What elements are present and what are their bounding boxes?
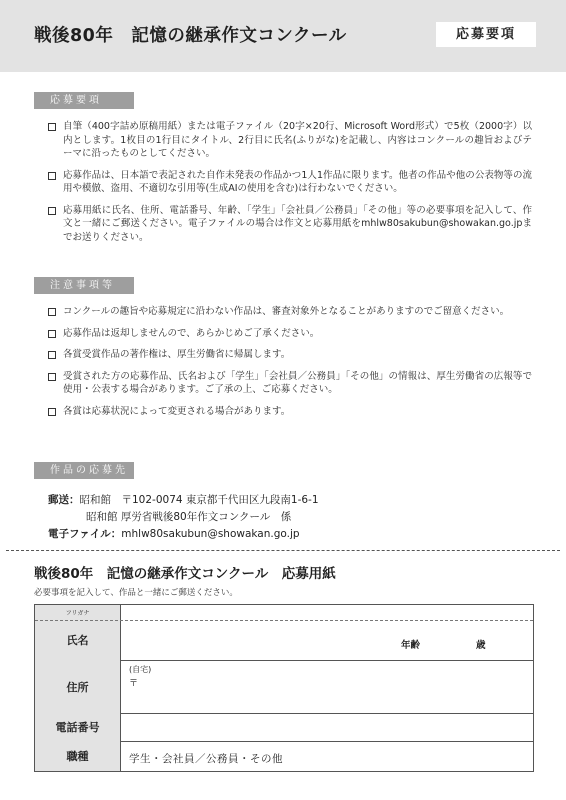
list-item: 各賞は応募状況によって変更される場合があります。 — [46, 405, 532, 419]
mail-label: 郵送： — [48, 494, 80, 506]
name-label-cell — [35, 620, 121, 660]
list-item: 各賞受賞作品の著作権は、厚生労働省に帰属します。 — [46, 348, 532, 362]
job-label: 職種 — [66, 750, 89, 763]
checkbox-bullet-icon — [48, 351, 56, 359]
furigana-label-cell — [35, 605, 121, 620]
list-item: コンクールの趣旨や応募規定に沿わない作品は、審査対象外となることがありますのでご留意ください。 — [46, 305, 532, 319]
list-item: 応募作品は、日本語で表記された自作未発表の作品かつ1人1作品に限ります。他者の作品や他の公表物等の流用や模倣、盗用、不適切な引用等(生成AIの使用を含む)は行わないでください。 — [46, 169, 532, 196]
furigana-label: フリガナ — [65, 610, 90, 617]
mail-line-1: 昭和館 〒102-0074 東京都千代田区九段南1-6-1 — [79, 494, 319, 506]
header-band — [0, 0, 566, 72]
checkbox-bullet-icon — [48, 308, 56, 316]
checkbox-bullet-icon — [48, 408, 56, 416]
checkbox-bullet-icon — [48, 172, 56, 180]
list-item: 自筆（400字詰め原稿用紙）または電子ファイル（20字×20行、Microsoft Word形式）で5枚（2000字）以内とします。1枚目の1行目にタイトル、2行目に氏名(ふりがな)を記載し、内容はコンクールの趣旨およびテーマに沿ったものとしてください。 — [46, 120, 532, 161]
email-address[interactable]: mhlw80sakubun@showakan.go.jp — [121, 528, 300, 540]
phone-label-cell — [35, 713, 121, 741]
checkbox-bullet-icon — [48, 123, 56, 131]
checkbox-bullet-icon — [48, 373, 56, 381]
name-label: 氏名 — [66, 634, 89, 647]
section-label-requirements: 応募要項 — [34, 92, 134, 109]
section-label-notes: 注意事項等 — [34, 277, 134, 294]
checkbox-bullet-icon — [48, 207, 56, 215]
page-title: 戦後80年 記憶の継承作文コンクール — [34, 26, 347, 46]
age-unit: 歳 — [476, 640, 486, 651]
postal-mark: 〒 — [129, 679, 139, 689]
checkbox-bullet-icon — [48, 330, 56, 338]
cut-line — [6, 550, 560, 551]
age-label: 年齢 — [401, 640, 421, 651]
job-options[interactable]: 学生・会社員／公務員・その他 — [129, 753, 283, 765]
furigana-divider — [35, 620, 533, 621]
email-row — [48, 526, 319, 543]
job-label-cell — [35, 741, 121, 771]
email-label: 電子ファイル： — [48, 528, 122, 540]
address-label: 住所 — [66, 680, 89, 694]
application-form — [34, 604, 534, 772]
mail-line-2: 昭和館 厚労省戦後80年作文コンクール 係 — [86, 511, 292, 523]
mail-row — [48, 492, 319, 509]
header-badge: 応募要項 — [436, 22, 536, 47]
age-field[interactable] — [401, 637, 486, 651]
list-item: 受賞された方の応募作品、氏名および「学生」「会社員／公務員」「その他」の情報は、厚生労働省の広報等で使用・公表する場合があります。ご了承の上、ご応募ください。 — [46, 370, 532, 397]
requirements-list — [46, 120, 532, 252]
destination-address — [48, 492, 319, 543]
address-label-cell — [35, 660, 121, 713]
home-label: (自宅) — [129, 665, 152, 674]
section-label-destination: 作品の応募先 — [34, 462, 134, 479]
notes-list — [46, 305, 532, 426]
form-note: 必要事項を記入して、作品と一緒にご郵送ください。 — [34, 588, 238, 598]
form-title: 戦後80年 記憶の継承作文コンクール 応募用紙 — [34, 566, 336, 582]
list-item: 応募用紙に氏名、住所、電話番号、年齢、「学生」「会社員／公務員」「その他」等の必要事項を記入して、作文と一緒にご郵送ください。電子ファイルの場合は作文と応募用紙をmhlw80sakubun@showakan.go.jpまでお送りください。 — [46, 204, 532, 245]
list-item: 応募作品は返却しませんので、あらかじめご了承ください。 — [46, 327, 532, 341]
phone-label: 電話番号 — [55, 721, 100, 734]
